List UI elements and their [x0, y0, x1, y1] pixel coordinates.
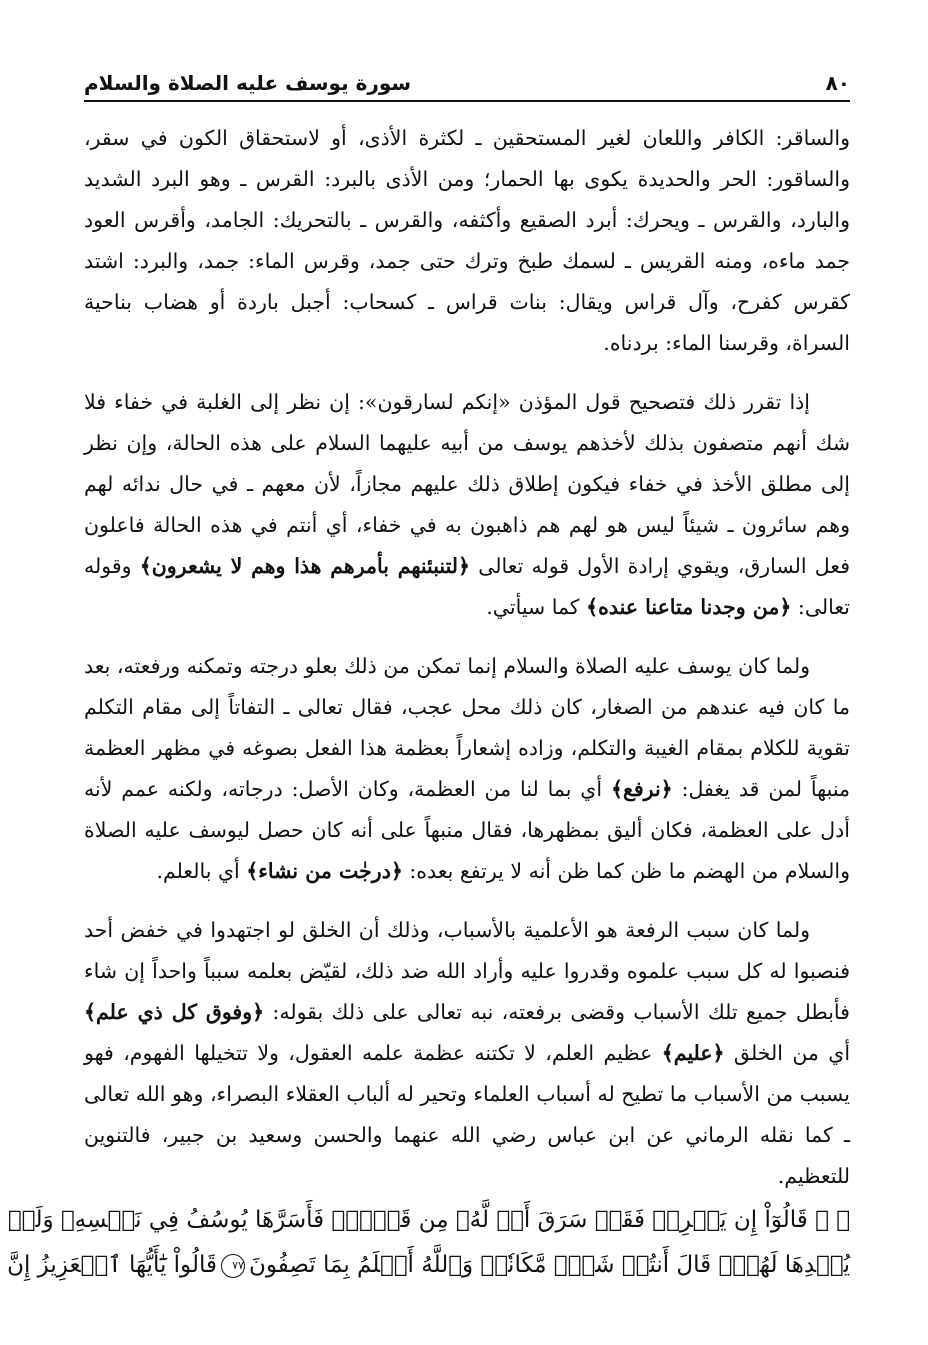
- quran-line-1: ﴿ ۞ قَالُوٓاْ إِن يَسۡرِقۡ فَقَدۡ سَرَقَ أَخٞ لَّهُۥ مِن قَبۡلُۚ فَأَسَرَّهَا يُوسُفُ فِي نَفۡسِهِۦ وَلَمۡ: [7, 1207, 850, 1233]
- page-header: [84, 66, 850, 102]
- text-run: كما سيأتي.: [486, 595, 587, 619]
- text-run: إذا تقرر ذلك فتصحيح قول المؤذن «إنكم لسارقون»: إن نظر إلى الغلبة في خفاء فلا شك أنهم متصفون بذلك لأخذهم يوسف من أبيه عليهما السلام على هذه الحالة، وإن نظر إلى مطلق الأخذ في خفاء فيكون إطلاق ذلك عليهم مجازاً، لأن معهم ـ في حال ندائه لهم وهم سائرون ـ شيئاً ليس هو لهم هم ذاهبون به في خفاء، أي أنتم في هذه الحالة فاعلون فعل السارق، ويقوي إرادة الأول قوله تعالى: [84, 390, 850, 578]
- paragraph-3: [84, 646, 850, 892]
- text-run: ولما كان سبب الرفعة هو الأعلمية بالأسباب، وذلك أن الخلق لو اجتهدوا في خفض أحد فنصبوا له كل سبب علموه وقدروا عليه وأراد الله ضد ذلك، لقيّض بعلمه سبباً واحداً إن شاء فأبطل جميع تلك الأسباب وقضى برفعته، نبه تعالى على ذلك بقوله:: [84, 918, 850, 1024]
- text-run: عظيم العلم، لا تكتنه عظمة علمه العقول، ولا تتخيلها الفهوم، فهو يسبب من الأسباب ما تطيح له أسباب العلماء وتحير له ألباب العقلاء البصراء، وهو الله تعالى ـ كما نقله الرماني عن ابن عباس رضي الله عنهما والحسن وسعيد بن جبير، فالتنوين للتعظيم.: [84, 1041, 850, 1188]
- paragraph-1: [84, 118, 850, 364]
- quran-quote: ﴿درجٰت من نشاء﴾: [246, 859, 403, 883]
- quran-line-2-start: يُبۡدِهَا لَهُمۡۚ قَالَ أَنتُمۡ شَرّٞ مَّكَانٗاۖ وَٱللَّهُ أَعۡلَمُ بِمَا تَصِفُونَ: [248, 1252, 850, 1278]
- quran-line-2-end: قَالُواْ يَٰٓأَيُّهَا ٱلۡعَزِيزُ إِنَّ: [7, 1252, 217, 1278]
- quran-quote: ﴿عليم﴾: [661, 1041, 725, 1065]
- quran-quote: ﴿وفوق كل ذي علم﴾: [84, 1000, 265, 1024]
- page-number: ٨٠: [825, 71, 850, 95]
- paragraph-2: [84, 382, 850, 628]
- running-title: سورة يوسف عليه الصلاة والسلام: [84, 71, 412, 95]
- ayah-number-marker: ٧٧: [221, 1254, 245, 1278]
- quran-verse-block: [7, 1198, 850, 1288]
- text-run: والساقر: الكافر واللعان لغير المستحقين ـ لكثرة الأذى، أو لاستحقاق الكون في سقر، والساقور: الحر والحديدة يكوى بها الحمار؛ ومن الأذى بالبرد: القرس ـ وهو البرد الشديد والبارد، والقرس ـ ويحرك: أبرد الصقيع وأكثفه، والقرس ـ بالتحريك: الجامد، وأقرس العود جمد ماءه، ومنه القريس ـ لسمك طبخ وترك حتى جمد، وقرس الماء: جمد، والبرد: اشتد كقرس كفرح، وآل قراس ويقال: بنات قراس ـ كسحاب: أجبل باردة أو هضاب بناحية السراة، وقرسنا الماء: بردناه.: [84, 126, 850, 355]
- text-run: أي من الخلق: [724, 1041, 851, 1065]
- quran-quote: ﴿لتنبئنهم بأمرهم هذا وهم لا يشعرون﴾: [139, 554, 471, 578]
- text-run: أي بالعلم.: [156, 859, 247, 883]
- paragraph-4: [84, 910, 850, 1197]
- text-run: ولما كان يوسف عليه الصلاة والسلام إنما تمكن من ذلك بعلو درجته وتمكنه ورفعته، بعد ما كان فيه عندهم من الصغار، كان ذلك محل عجب، فقال تعالى ـ التفاتاً إلى مقام التكلم تقوية للكلام بمقام الغيبة والتكلم، وزاده إشعاراً بعظمة هذا الفعل بصوغه في مظهر العظمة منبهاً لمن قد يغفل:: [84, 654, 850, 801]
- quran-quote: ﴿نرفع﴾: [610, 777, 673, 801]
- body-text: [84, 118, 850, 1215]
- text-run: وقوله تعالى:: [84, 554, 850, 619]
- text-run: أي بما لنا من العظمة، وكان الأصل: درجاته، ولكنه عمم لأنه أدل على العظمة، فكان أليق بمظهرها، فقال منبهاً على أنه كان حصل ليوسف عليه الصلاة والسلام من الهضم ما ظن كما ظن أنه لا يرتفع بعده:: [84, 777, 850, 883]
- quran-line-2: [7, 1243, 850, 1288]
- quran-quote: ﴿من وجدنا متاعنا عنده﴾: [586, 595, 792, 619]
